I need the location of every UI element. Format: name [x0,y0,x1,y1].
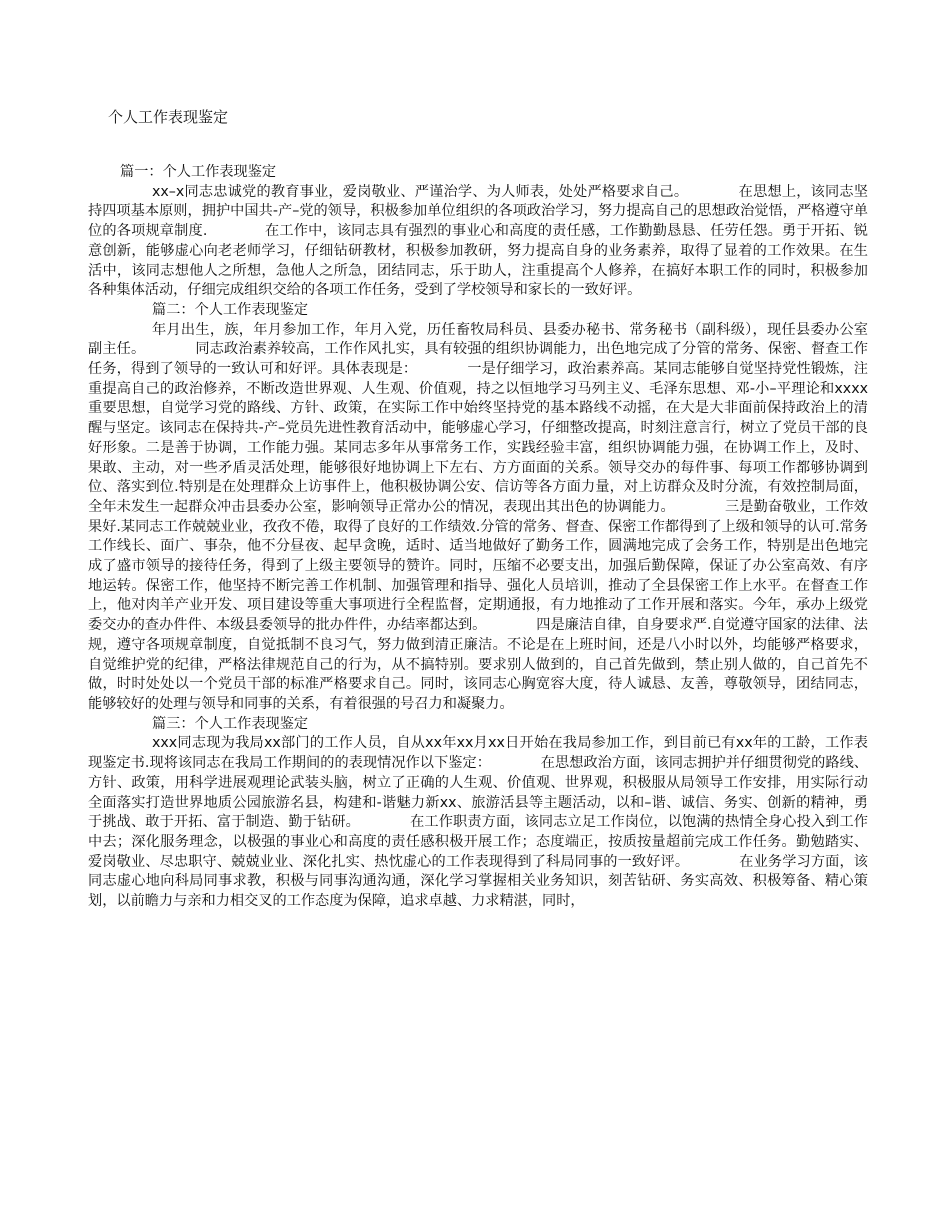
section-heading-3: 篇三：个人工作表现鉴定 [152,715,309,732]
section-text-1: xx–x同志忠诚党的教育事业，爱岗敬业、严谨治学、为人师表，处处严格要求自己。 在思想上，该同志坚持四项基本原则，拥护中国共-产–党的领导，积极参加单位组织的各项政治学习，努力提高自己的思想政治觉悟，严格遵守单位的各项规章制度. 在工作中，该同志具有强烈的事业心和高度的责任感，工作勤勤恳恳、任劳任怨。勇于开拓、锐意创新，能够虚心向老老师学习，仔细钻研教材，积极参加教研，努力提高自身的业务素养，取得了显着的工作效果。在生活中，该同志想他人之所想，急他人之所急，团结同志，乐于助人，注重提高个人修养，在搞好本职工作的同时，积极参加各种集体活动，仔细完成组织交给的各项工作任务，受到了学校领导和家长的一致好评。 [88,183,868,299]
document-title: 个人工作表现鉴定 [108,108,229,126]
section-text-2: 年月出生，族，年月参加工作，年月入党，历任畜牧局科员、县委办秘书、常务秘书（副科级），现任县委办公室副主任。 同志政治素养较高，工作作风扎实，具有较强的组织协调能力，出色地完成了分管的常务、保密、督查工作任务，得到了领导的一致认可和好评。具体表现是： 一是仔细学习，政治素养高。某同志能够自觉坚持党性锻炼，注重提高自己的政治修养，不断改造世界观、人生观、价值观，持之以恒地学习马列主义、毛泽东思想、邓-小–平理论和xxxx重要思想，自觉学习党的路线、方针、政策，在实际工作中始终坚持党的基本路线不动摇，在大是大非面前保持政治上的清醒与坚定。该同志在保持共-产–党员先进性教育活动中，能够虚心学习，仔细整改提高，时刻注意言行，树立了党员干部的良好形象。二是善于协调，工作能力强。某同志多年从事常务工作，实践经验丰富，组织协调能力强，在协调工作上，及时、果敢、主动，对一些矛盾灵活处理，能够很好地协调上下左右、方方面面的关系。领导交办的每件事、每项工作都够协调到位、落实到位.特别是在处理群众上访事件上，他积极协调公安、信访等各方面力量，对上访群众及时分流，有效控制局面，全年未发生一起群众冲击县委办公室，影响领导正常办公的情况，表现出其出色的协调能力。 三是勤奋敬业，工作效果好.某同志工作兢兢业业，孜孜不倦，取得了良好的工作绩效.分管的常务、督查、保密工作都得到了上级和领导的认可.常务工作线长、面广、事杂，他不分昼夜、起早贪晚，适时、适当地做好了勤务工作，圆满地完成了会务工作，特别是出色地完成了盛市领导的接待任务，得到了上级主要领导的赞许。同时，压缩不必要支出，加强后勤保障，保证了办公室高效、有序地运转。保密工作，他坚持不断完善工作机制、加强管理和指导、强化人员培训，推动了全县保密工作上水平。在督查工作上，他对肉羊产业开发、项目建设等重大事项进行全程监督，定期通报，有力地推动了工作开展和落实。今年，承办上级党委交办的查办件件、本级县委领导的批办件件，办结率都达到。 四是廉洁自律，自身要求严.自觉遵守国家的法律、法规，遵守各项规章制度，自觉抵制不良习气，努力做到清正廉洁。不论是在上班时间，还是八小时以外，均能够严格要求，自觉维护党的纪律，严格法律规范自己的行为，从不搞特别。要求别人做到的，自己首先做到，禁止别人做的，自己首先不做，时时处处以一个党员干部的标准严格要求自己。同时，该同志心胸宽容大度，待人诚恳、友善，尊敬领导，团结同志，能够较好的处理与领导和同事的关系，有着很强的号召力和凝聚力。 [88,321,868,712]
section-text-3: xxx同志现为我局xx部门的工作人员，自从xx年xx月xx日开始在我局参加工作，到目前已有xx年的工龄，工作表现鉴定书.现将该同志在我局工作期间的的表现情况作以下鉴定： 在思想政治方面，该同志拥护并仔细贯彻党的路线、方针、政策，用科学进展观理论武装头脑，树立了正确的人生观、价值观、世界观，积极服从局领导工作安排，用实际行动全面落实打造世界地质公园旅游名县，构建和-谐魅力新xx、旅游活县等主题活动，以和–谐、诚信、务实、创新的精神，勇于挑战、敢于开拓、富于制造、勤于钻研。 在工作职责方面，该同志立足工作岗位，以饱满的热情全身心投入到工作中去；深化服务理念，以极强的事业心和高度的责任感积极开展工作；态度端正，按质按量超前完成工作任务。勤勉踏实、爱岗敬业、尽忠职守、兢兢业业、深化扎实、热忱虚心的工作表现得到了科局同事的一致好评。 在业务学习方面，该同志虚心地向科局同事求教，积极与同事沟通沟通，深化学习掌握相关业务知识，刻苦钻研、务实高效、积极筹备、精心策划，以前瞻力与亲和力相交叉的工作态度为保障，追求卓越、力求精湛，同时， [88,735,868,910]
document-body [88,163,868,912]
section-heading-1: 篇一：个人工作表现鉴定 [120,164,277,180]
section-heading-2: 篇二：个人工作表现鉴定 [152,301,309,318]
